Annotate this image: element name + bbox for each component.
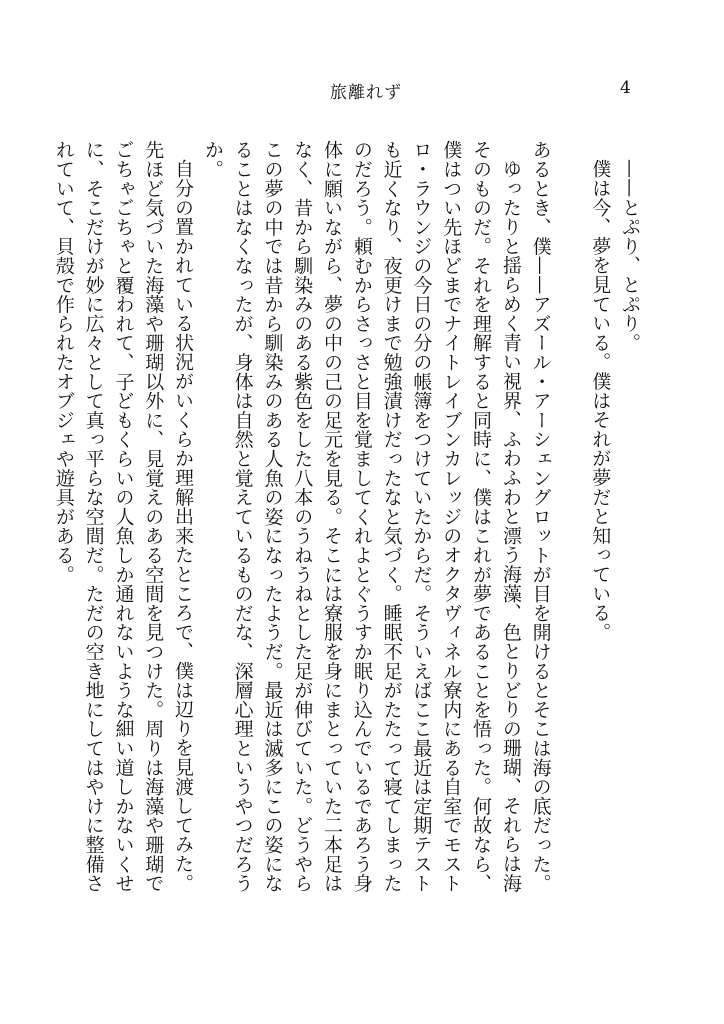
paragraph-sea-description: ゆったりと揺らめく青い視界、ふわふわと漂う海藻、色とりどりの珊瑚、それらは海そのものだ。それを理解すると同時に、僕はこれが夢であることを悟った。何故なら、僕はつい先ほどまでナイトレイブンカレッジのオクタヴィネル寮内にある自室でモストロ・ラウンジの今日の分の帳簿をつけていたからだ。そういえばここ最近は定期テストも近くなり、夜更けまで勉強漬けだったなと気づく。睡眠不足がたたって寝てしまったのだろう。頼むからさっさと目を覚ましてくれよとぐうすか眠り込んでいるであろう身体に願いながら、夢の中の己の足元を見る。そこには寮服を身にまとっていた二本足はなく、昔から馴染みのある紫色をした八本のうねうねとした足が伸びていた。どうやらこの夢の中では昔から馴染みのある人魚の姿になったようだ。最近は滅多にこの姿になることはなくなったが、身体は自然と覚えているものだな、深層心理というやつだろうか。 [201,140,522,893]
blank-line [555,140,585,910]
page-number: 4 [620,78,631,98]
running-title: 旅離れず [330,83,402,103]
paragraph-awakening: あるとき、僕——アズール・アーシェングロットが目を開けるとそこは海の底だった。 [529,140,552,893]
paragraph-sound: ——とぷり、とぷり。 [619,159,641,352]
body-text [52,140,644,910]
paragraph-dream-intro: 僕は今、夢を見ている。僕はそれが夢だと知っている。 [589,159,612,642]
paragraph-surroundings: 自分の置かれている状況がいくらか理解出来たところで、僕は辺りを見渡してみた。先ほど気づいた海藻や珊瑚以外に、見覚えのある空間を見つけた。周りは海藻や珊瑚でごちゃごちゃと覆われて、子どもくらいの人魚しか通れないような細い道しかないくせに、そこだけが妙に広々として真っ平らな空間だ。ただの空き地にしてはやけに整備されていて、貝殻で作られたオブジェや遊具がある。 [52,140,195,893]
